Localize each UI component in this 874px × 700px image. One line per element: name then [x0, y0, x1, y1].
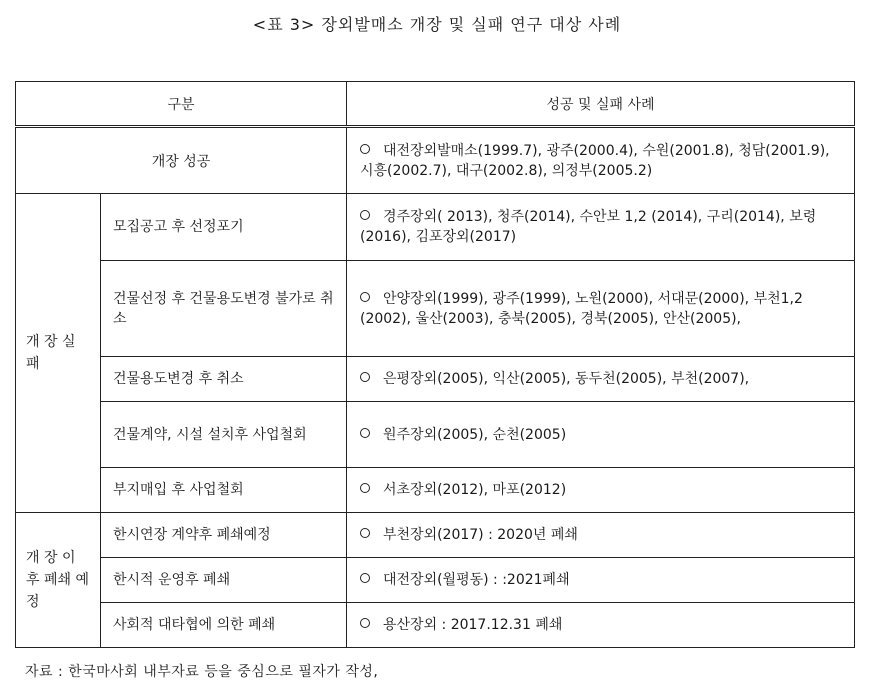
row-cases: 서초장외(2012), 마포(2012) — [383, 482, 567, 498]
header-cases: 성공 및 실패 사례 — [347, 82, 855, 127]
table-row — [16, 558, 855, 603]
row-cases: 은평장외(2005), 익산(2005), 동두천(2005), 부천(2007), — [383, 371, 750, 387]
source-note: 자료 : 한국마사회 내부자료 등을 중심으로 필자가 작성, — [25, 664, 379, 680]
row-label: 건물용도변경 후 취소 — [101, 357, 347, 402]
row-label: 부지매입 후 사업철회 — [101, 468, 347, 513]
bullet-circle-icon — [360, 210, 370, 220]
table-row — [16, 127, 855, 194]
row-label: 건물계약, 시설 설치후 사업철회 — [101, 402, 347, 468]
bullet-circle-icon — [360, 292, 370, 302]
group-category: 개 장 실 패 — [16, 194, 101, 513]
row-label: 모집공고 후 선정포기 — [101, 194, 347, 261]
row-cases: 대전장외발매소(1999.7), 광주(2000.4), 수원(2001.8), 청담(2001.9), 시흥(2002.7), 대구(2002.8), 의정부(2005.2) — [360, 142, 830, 179]
row-cases: 원주장외(2005), 순천(2005) — [383, 426, 567, 443]
row-category: 개장 성공 — [16, 127, 347, 194]
row-label: 한시적 운영후 폐쇄 — [101, 558, 347, 603]
table-row — [16, 468, 855, 513]
group-category: 개 장 이 후 폐쇄 예정 — [16, 513, 101, 648]
row-cases: 대전장외(월평동) : :2021폐쇄 — [383, 572, 570, 588]
bullet-circle-icon — [360, 483, 370, 493]
bullet-circle-icon — [360, 428, 370, 438]
table-row — [16, 513, 855, 558]
table-row — [16, 603, 855, 648]
table-row — [16, 402, 855, 468]
row-cases: 용산장외 : 2017.12.31 폐쇄 — [383, 617, 563, 633]
table-title: <표 3> 장외발매소 개장 및 실패 연구 대상 사례 — [252, 15, 622, 34]
bullet-circle-icon — [360, 618, 370, 628]
row-cases: 안양장외(1999), 광주(1999), 노원(2000), 서대문(2000), 부천1,2 (2002), 울산(2003), 충북(2005), 경북(2005), 안산(2005), — [360, 290, 803, 327]
table-row — [16, 357, 855, 402]
table-row — [16, 261, 855, 357]
row-cases: 부천장외(2017) : 2020년 폐쇄 — [383, 527, 578, 543]
row-cases: 경주장외( 2013), 청주(2014), 수안보 1,2 (2014), 구리(2014), 보령(2016), 김포장외(2017) — [360, 209, 817, 245]
bullet-circle-icon — [360, 144, 370, 154]
bullet-circle-icon — [360, 528, 370, 538]
row-label: 한시연장 계약후 폐쇄예정 — [101, 513, 347, 558]
header-category: 구분 — [16, 82, 347, 127]
table-header-row — [16, 82, 855, 127]
cases-table — [15, 81, 855, 648]
row-label: 사회적 대타협에 의한 폐쇄 — [101, 603, 347, 648]
table-row — [16, 194, 855, 261]
bullet-circle-icon — [360, 372, 370, 382]
bullet-circle-icon — [360, 573, 370, 583]
row-label: 건물선정 후 건물용도변경 불가로 취소 — [101, 261, 347, 357]
